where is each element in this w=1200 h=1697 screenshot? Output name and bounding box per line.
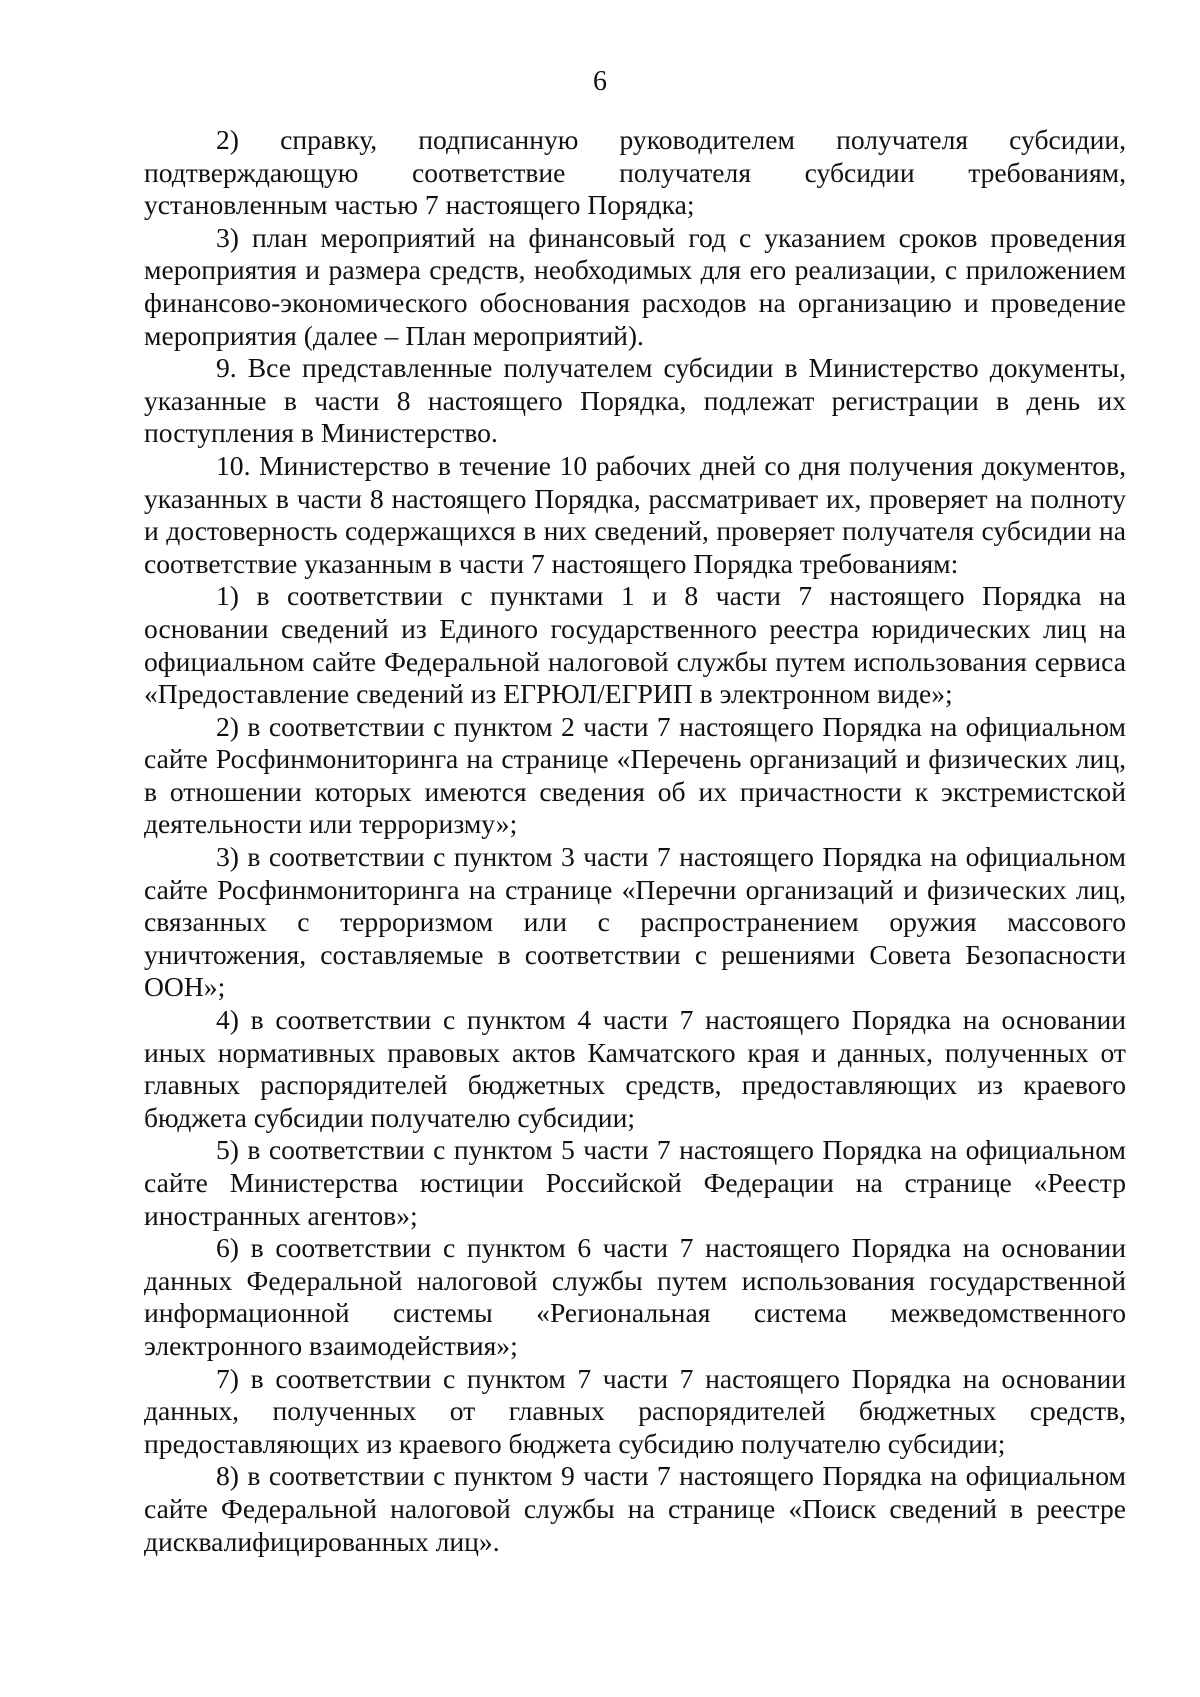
- paragraph-part-9: 9. Все представленные получателем субсидии в Министерство документы, указанные в части 8 настоящего Порядка, подлежат регистрации в день их поступления в Министерство.: [144, 352, 1126, 449]
- paragraph-item-2-certificate: 2) справку, подписанную руководителем получателя субсидии, подтверждающую соответствие получателя субсидии требованиям, установленным частью 7 настоящего Порядка;: [144, 124, 1126, 221]
- paragraph-check-2: 2) в соответствии с пунктом 2 части 7 настоящего Порядка на официальном сайте Росфинмониторинга на странице «Перечень организаций и физических лиц, в отношении которых имеются сведения об их причастности к экстремистской деятельности или терроризму»;: [144, 710, 1126, 840]
- paragraph-part-10: 10. Министерство в течение 10 рабочих дней со дня получения документов, указанных в части 8 настоящего Порядка, рассматривает их, проверяет на полноту и достоверность содержащихся в них сведений, проверяет получателя субсидии на соответствие указанным в части 7 настоящего Порядка требованиям:: [144, 449, 1126, 579]
- document-body: [144, 124, 1126, 1558]
- paragraph-check-5: 5) в соответствии с пунктом 5 части 7 настоящего Порядка на официальном сайте Министерства юстиции Российской Федерации на странице «Реестр иностранных агентов»;: [144, 1134, 1126, 1231]
- page-number: 6: [593, 66, 607, 97]
- paragraph-check-7: 7) в соответствии с пунктом 7 части 7 настоящего Порядка на основании данных, полученных от главных распорядителей бюджетных средств, предоставляющих из краевого бюджета субсидию получателю субсидии;: [144, 1362, 1126, 1459]
- paragraph-check-3: 3) в соответствии с пунктом 3 части 7 настоящего Порядка на официальном сайте Росфинмониторинга на странице «Перечни организаций и физических лиц, связанных с терроризмом или с распространением оружия массового уничтожения, составляемые в соответствии с решениями Совета Безопасности ООН»;: [144, 841, 1126, 1003]
- paragraph-check-6: 6) в соответствии с пунктом 6 части 7 настоящего Порядка на основании данных Федеральной налоговой службы путем использования государственной информационной системы «Региональная система межведомственного электронного взаимодействия»;: [144, 1232, 1126, 1361]
- paragraph-check-1: 1) в соответствии с пунктами 1 и 8 части 7 настоящего Порядка на основании сведений из Единого государственного реестра юридических лиц на официальном сайте Федеральной налоговой службы путем использования сервиса «Предоставление сведений из ЕГРЮЛ/ЕГРИП в электронном виде»;: [144, 580, 1126, 710]
- paragraph-item-3-event-plan: 3) план мероприятий на финансовый год с указанием сроков проведения мероприятия и размера средств, необходимых для его реализации, с приложением финансово-экономического обоснования расходов на организацию и проведение мероприятия (далее – План мероприятий).: [144, 221, 1126, 351]
- paragraph-check-4: 4) в соответствии с пунктом 4 части 7 настоящего Порядка на основании иных нормативных правовых актов Камчатского края и данных, полученных от главных распорядителей бюджетных средств, предоставляющих из краевого бюджета субсидии получателю субсидии;: [144, 1004, 1126, 1133]
- paragraph-check-8: 8) в соответствии с пунктом 9 части 7 настоящего Порядка на официальном сайте Федеральной налоговой службы на странице «Поиск сведений в реестре дисквалифицированных лиц».: [144, 1460, 1126, 1557]
